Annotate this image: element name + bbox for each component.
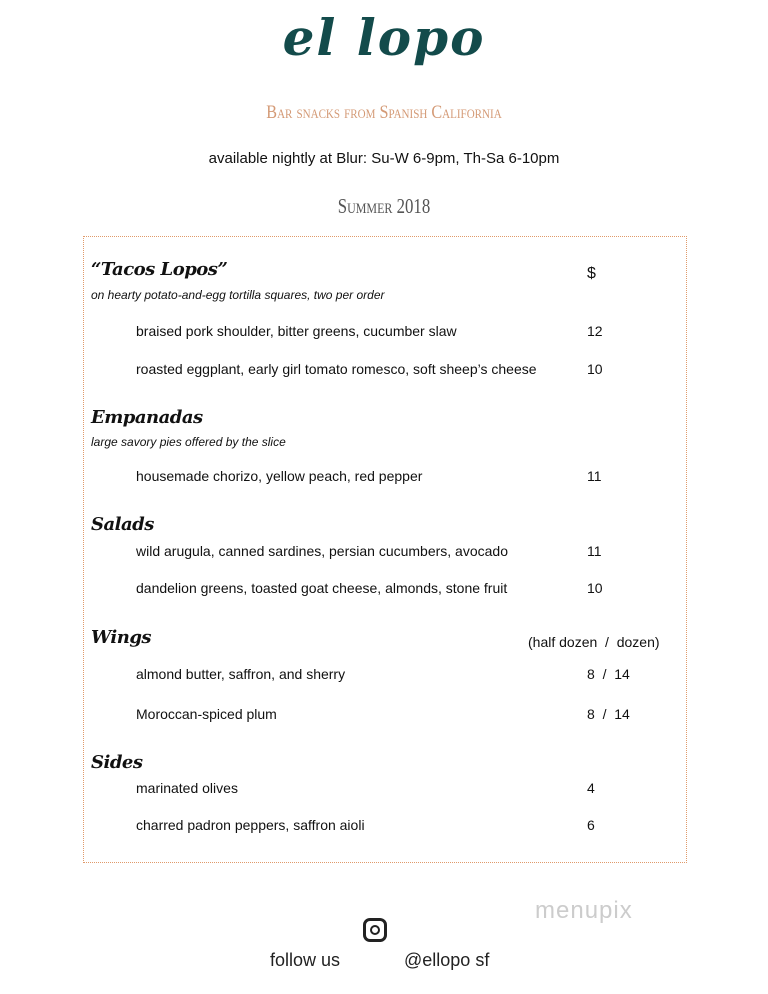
menu-item: almond butter, saffron, and sherry	[136, 666, 346, 682]
menu-item: braised pork shoulder, bitter greens, cucumber slaw	[136, 323, 457, 339]
item-price: 11	[587, 468, 602, 484]
section-title: “Tacos Lopos”	[91, 259, 228, 280]
watermark: menupix	[535, 897, 633, 924]
item-price: 8 / 14	[587, 666, 630, 682]
season: Summer 2018	[337, 194, 431, 218]
menu-item: wild arugula, canned sardines, persian cucumbers, avocado	[136, 543, 508, 559]
item-price: 6	[587, 817, 595, 833]
menu-item: charred padron peppers, saffron aioli	[136, 817, 365, 833]
item-price: 10	[587, 580, 603, 596]
tagline: Bar snacks from Spanish California	[266, 102, 502, 123]
instagram-icon[interactable]	[363, 918, 387, 942]
item-price: 8 / 14	[587, 706, 630, 722]
menu-item: housemade chorizo, yellow peach, red pepper	[136, 468, 423, 484]
item-price: 4	[587, 780, 595, 796]
menu-item: roasted eggplant, early girl tomato romesco, soft sheep’s cheese	[136, 361, 537, 377]
follow-us-label: follow us	[270, 950, 341, 970]
logo: el lopo	[282, 8, 486, 67]
section-title: Salads	[91, 514, 154, 535]
section-subtitle: on hearty potato-and-egg tortilla squares, two per order	[91, 288, 385, 302]
wings-size-header: (half dozen / dozen)	[528, 634, 660, 650]
section-title: Empanadas	[91, 407, 203, 428]
hours: available nightly at Blur: Su-W 6-9pm, Th-Sa 6-10pm	[208, 150, 560, 167]
instagram-handle[interactable]: @ellopo sf	[404, 950, 490, 970]
menu-item: Moroccan-spiced plum	[136, 706, 277, 722]
menu-item: dandelion greens, toasted goat cheese, almonds, stone fruit	[136, 580, 508, 596]
item-price: 10	[587, 361, 603, 377]
item-price: 12	[587, 323, 603, 339]
currency: $	[587, 265, 596, 282]
section-title: Sides	[91, 752, 143, 773]
item-price: 11	[587, 543, 602, 559]
menu-item: marinated olives	[136, 780, 238, 796]
section-title: Wings	[91, 627, 152, 648]
section-subtitle: large savory pies offered by the slice	[91, 435, 286, 449]
